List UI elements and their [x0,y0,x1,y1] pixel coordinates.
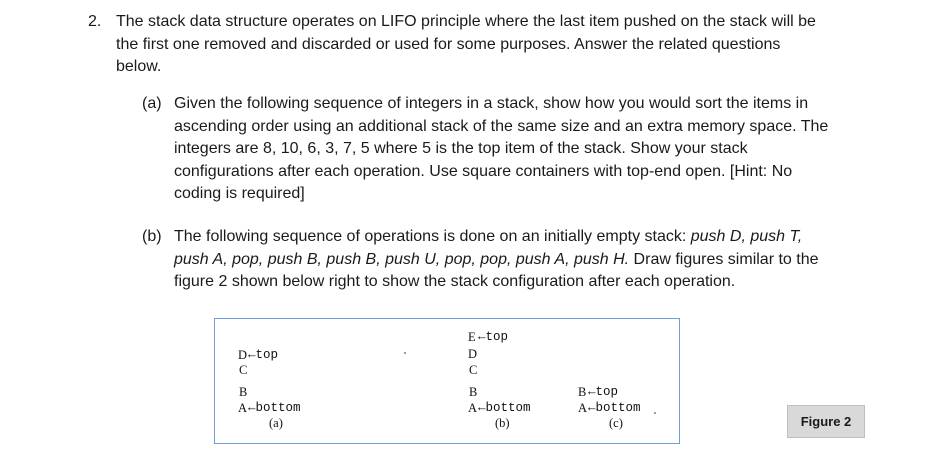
stack-a-bottom-item: A [238,401,248,415]
stack-a-item: B [239,385,248,399]
part-b-suffix: Draw figures similar to the [629,250,819,268]
part-b-line [174,249,874,272]
part-b-line: figure 2 shown below right to show the stack configuration after each operation. [174,273,736,290]
figure-2-label: Figure 2 [787,405,865,438]
part-b-label: (b) [142,228,162,245]
stack-c-top-item: B [578,385,587,399]
part-b-ops: push A, pop, push B, push B, push U, pop, pop, push A, push H. [174,250,630,268]
stack-b-item: D [468,347,478,361]
stack-b-bottom-arrow: ←bottom [478,401,531,415]
stack-b-bottom-item: A [468,401,478,415]
part-b-line [174,226,874,249]
stack-b-top-item: E [468,330,476,344]
part-b-text [174,226,874,294]
scan-speck [404,352,406,354]
stack-a-caption: (a) [269,416,283,430]
question-line: the first one removed and discarded or used for some purposes. Answer the related questions [116,35,781,53]
stack-b-caption: (b) [495,416,510,430]
stack-a-top-arrow: ←top [248,348,279,362]
stack-b-item: C [469,363,478,377]
part-a-text [174,93,874,206]
part-a-label: (a) [142,95,162,112]
question-number: 2. [88,13,102,30]
stack-c-bottom-arrow: ←bottom [588,401,641,415]
part-a-line: ascending order using an additional stack of the same size and an extra memory space. The [174,117,829,135]
question-line: The stack data structure operates on LIFO principle where the last item pushed on the stack will be [116,13,816,30]
part-a-line: integers are 8, 10, 6, 3, 7, 5 where 5 is the top item of the stack. Show your stack [174,140,748,157]
stack-b-item: B [469,385,478,399]
stack-c-caption: (c) [609,416,623,430]
figure-2-box [214,318,680,444]
part-b-ops: push D, push T, [690,228,803,245]
part-b-prefix: The following sequence of operations is done on an initially empty stack: [174,228,691,245]
stack-b-top-arrow: ←top [478,330,509,344]
question-text [116,11,876,79]
stack-c-bottom-item: A [578,401,588,415]
part-a-line: coding is required] [174,185,305,202]
stack-a-top-item: D [238,348,248,362]
stack-a-item: C [239,363,248,377]
part-a-line: configurations after each operation. Use square containers with top-end open. [Hint: No [174,162,793,180]
stack-a-bottom-arrow: ←bottom [248,401,301,415]
scan-speck [654,412,656,414]
stack-c-top-arrow: ←top [588,385,619,399]
part-a-line: Given the following sequence of integers in a stack, show how you would sort the items in [174,95,809,112]
question-line: below. [116,58,162,75]
